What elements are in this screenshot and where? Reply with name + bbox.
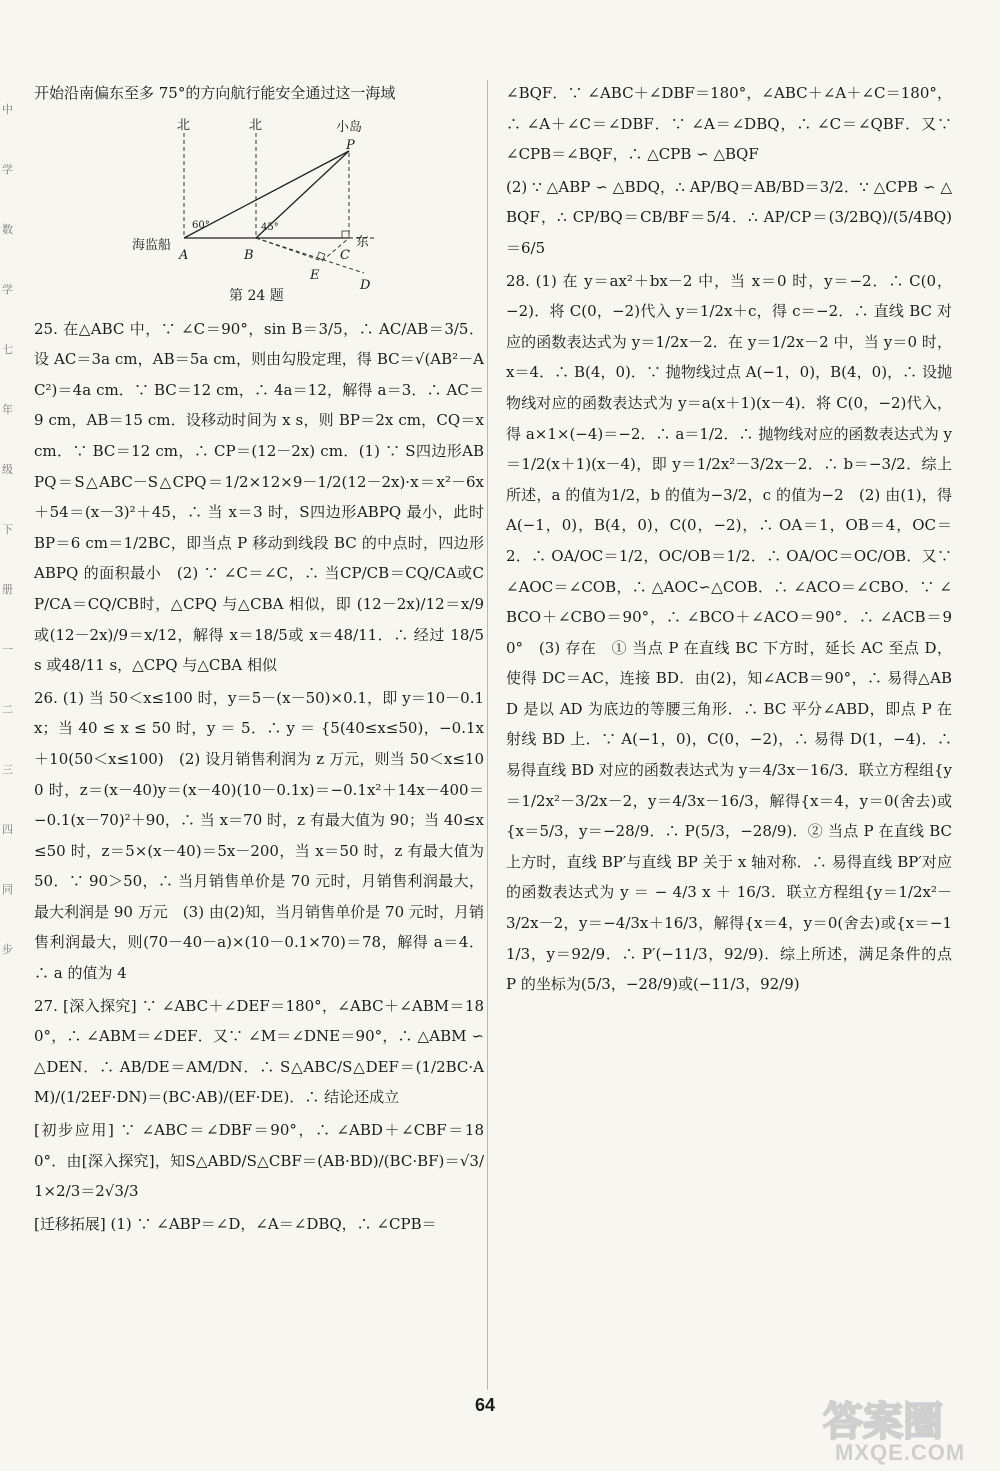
answer-27-initial-application: [初步应用] ∵ ∠ABC＝∠DBF＝90°，∴ ∠ABD＋∠CBF＝180°．由[深入探究]，知S△ABD/S△CBF＝(AB·BD)/(BC·BF)＝√3/1×2/3＝2√3/3: [34, 1121, 484, 1201]
label-angle-45: 45°: [261, 221, 279, 233]
page-number: 64: [475, 1395, 496, 1415]
label-island: 小岛: [336, 119, 363, 135]
right-angle-c: [342, 231, 349, 238]
watermark-logo-glyphs: 答案圈: [823, 1399, 943, 1445]
margin-mark: 册: [2, 583, 13, 596]
margin-mark: 步: [2, 943, 13, 956]
figure-24-caption: 第 24 题: [229, 287, 284, 304]
margin-mark: 学: [2, 163, 13, 176]
margin-mark: 同: [2, 883, 13, 896]
label-p: P: [346, 137, 355, 153]
label-angle-60: 60°: [192, 219, 210, 231]
answer-27-transfer-extension: [迁移拓展] (1) ∵ ∠ABP＝∠D，∠A＝∠DBQ，∴ ∠CPB＝: [34, 1214, 437, 1233]
margin-marks: [2, 80, 14, 980]
label-north-1: 北: [177, 117, 191, 133]
margin-mark: 年: [2, 403, 13, 416]
margin-mark: 中: [2, 103, 13, 116]
left-column: [34, 78, 484, 1241]
watermark-text: MXQE.COM: [835, 1440, 966, 1465]
answer-27-part-2: (2) ∵ △ABP ∽ △BDQ，∴ AP/BQ＝AB/BD＝3/2．∵ △CPB ∽ △BQF，∴ CP/BQ＝CB/BF＝5/4．∴ AP/CP＝(3/2BQ)/(5/4BQ)＝6/5: [506, 177, 952, 257]
label-b: B: [244, 247, 254, 263]
margin-mark: 一: [2, 643, 13, 656]
answer-27-continued: ∠BQF．∵ ∠ABC＋∠DBF＝180°，∠ABC＋∠A＋∠C＝180°，∴ ∠A＋∠C＝∠DBF．∵ ∠A＝∠DBQ，∴ ∠C＝∠QBF．又∵ ∠CPB＝∠BQF，∴ △CPB ∽ △BQF: [506, 84, 952, 164]
answer-25: 25. 在△ABC 中，∵ ∠C＝90°，sin B＝3/5，∴ AC/AB＝3/5．设 AC＝3a cm，AB＝5a cm，则由勾股定理，得 BC＝√(AB²－AC²)＝4a cm．∵ BC＝12 cm，∴ 4a＝12，解得 a＝3．∴ AC＝9 cm，AB＝15 cm．设移动时间为 x s，则 BP＝2x cm，CQ＝x cm．∵ BC＝12 cm，∴ CP＝(12－2x) cm．(1) ∵ S四边形ABPQ＝S△ABC－S△CPQ＝1/2×12×9－1/2(12－2x)·x＝x²－6x＋54＝(x－3)²＋45，∴ 当 x＝3 时，S四边形ABPQ 最小，此时 BP＝6 cm＝1/2BC，即当点 P 移动到线段 BC 的中点时，四边形 ABPQ 的面积最小 (2) ∵ ∠C＝∠C，∴ 当CP/CB＝CQ/CA或CP/CA＝CQ/CB时，△CPQ 与△CBA 相似，即 (12－2x)/12＝x/9或(12－2x)/9＝x/12，解得 x＝18/5或 x＝48/11．∴ 经过 18/5 s 或48/11 s，△CPQ 与△CBA 相似: [34, 319, 485, 675]
margin-mark: 三: [2, 763, 13, 776]
column-divider: [487, 80, 488, 1390]
margin-mark: 级: [2, 463, 13, 476]
label-north-2: 北: [249, 117, 263, 133]
label-c: C: [340, 247, 350, 263]
margin-mark: 二: [2, 703, 13, 716]
margin-mark: 下: [2, 523, 13, 536]
label-d: D: [360, 277, 371, 293]
answer-27: 27. [深入探究] ∵ ∠ABC＋∠DEF＝180°，∠ABC＋∠ABM＝180°，∴ ∠ABM＝∠DEF．又∵ ∠M＝∠DNE＝90°，∴ △ABM ∽ △DEN．∴ AB/DE＝AM/DN．∴ S△ABC/S△DEF＝(1/2BC·AM)/(1/2EF·DN)＝(BC·AB)/(EF·DE)．∴ 结论还成立: [34, 996, 484, 1107]
margin-mark: 四: [2, 823, 13, 836]
answer-26: 26. (1) 当 50＜x≤100 时，y＝5－(x－50)×0.1，即 y＝10－0.1x；当 40 ≤ x ≤ 50 时，y ＝ 5．∴ y ＝ {5(40≤x≤50)，−0.1x＋10(50＜x≤100) (2) 设月销售利润为 z 万元，则当 50＜x≤100 时，z＝(x－40)y＝(x－40)(10－0.1x)＝−0.1x²＋14x－400＝−0.1(x－70)²＋90，∴ 当 x＝70 时，z 有最大值为 90；当 40≤x≤50 时，z＝5×(x－40)＝5x－200，当 x＝50 时，z 有最大值为 50．∵ 90＞50，∴ 当月销售单价是 70 元时，月销售利润最大，最大利润是 90 万元 (3) 由(2)知，当月销售单价是 70 元时，月销售利润最大，则(70－40－a)×(10－0.1×70)＝78，解得 a＝4．∴ a 的值为 4: [34, 688, 484, 983]
margin-mark: 数: [2, 223, 13, 236]
label-a: A: [179, 247, 189, 263]
answer-24-tail: 开始沿南偏东至多 75°的方向航行能安全通过这一海域: [34, 84, 396, 102]
figure-24: [34, 113, 484, 308]
margin-mark: 七: [2, 343, 13, 356]
right-column: [506, 78, 952, 1002]
label-e: E: [310, 267, 320, 283]
label-ship: 海监船: [132, 237, 172, 253]
answer-28: 28. (1) 在 y＝ax²＋bx－2 中，当 x＝0 时，y＝−2．∴ C(0，−2)．将 C(0，−2)代入 y＝1/2x＋c，得 c＝−2．∴ 直线 BC 对应的函数表达式为 y＝1/2x－2．在 y＝1/2x－2 中，当 y＝0 时，x＝4．∴ B(4，0)．∵ 抛物线过点 A(−1，0)，B(4，0)，∴ 设抛物线对应的函数表达式为 y＝a(x＋1)(x－4)．将 C(0，−2)代入，得 a×1×(−4)＝−2．∴ a＝1/2．∴ 抛物线对应的函数表达式为 y＝1/2(x＋1)(x－4)，即 y＝1/2x²－3/2x－2．∴ b＝−3/2．综上所述，a 的值为1/2，b 的值为−3/2，c 的值为−2 (2) 由(1)，得 A(−1，0)，B(4，0)，C(0，−2)，∴ OA＝1，OB＝4，OC＝2．∴ OA/OC＝1/2，OC/OB＝1/2．∴ OA/OC＝OC/OB．又∵ ∠AOC＝∠COB，∴ △AOC∽△COB．∴ ∠ACO＝∠CBO．∵ ∠BCO＋∠CBO＝90°，∴ ∠BCO＋∠ACO＝90°．∴ ∠ACB＝90° (3) 存在 ① 当点 P 在直线 BC 下方时，延长 AC 至点 D，使得 DC＝AC，连接 BD．由(2)，知∠ACB＝90°，∴ 易得△ABD 是以 AD 为底边的等腰三角形．∴ BC 平分∠ABD，即点 P 在射线 BD 上．∵ A(−1，0)，C(0，−2)，∴ 易得 D(1，−4)．∴ 易得直线 BD 对应的函数表达式为 y＝4/3x－16/3．联立方程组{y＝1/2x²－3/2x－2，y＝4/3x－16/3，解得{x＝4，y＝0(舍去)或{x＝5/3，y＝−28/9．∴ P(5/3，−28/9)．② 当点 P 在直线 BC 上方时，直线 BP′与直线 BP 关于 x 轴对称．∴ 易得直线 BP′对应的函数表达式为 y ＝ − 4/3 x ＋ 16/3．联立方程组{y＝1/2x²－3/2x－2，y＝−4/3x＋16/3，解得{x＝4，y＝0(舍去)或{x＝−11/3，y＝92/9．∴ P′(−11/3，92/9)．综上所述，满足条件的点 P 的坐标为(5/3，−28/9)或(−11/3，92/9): [506, 271, 952, 994]
label-east: 东: [356, 234, 370, 250]
margin-mark: 学: [2, 283, 13, 296]
